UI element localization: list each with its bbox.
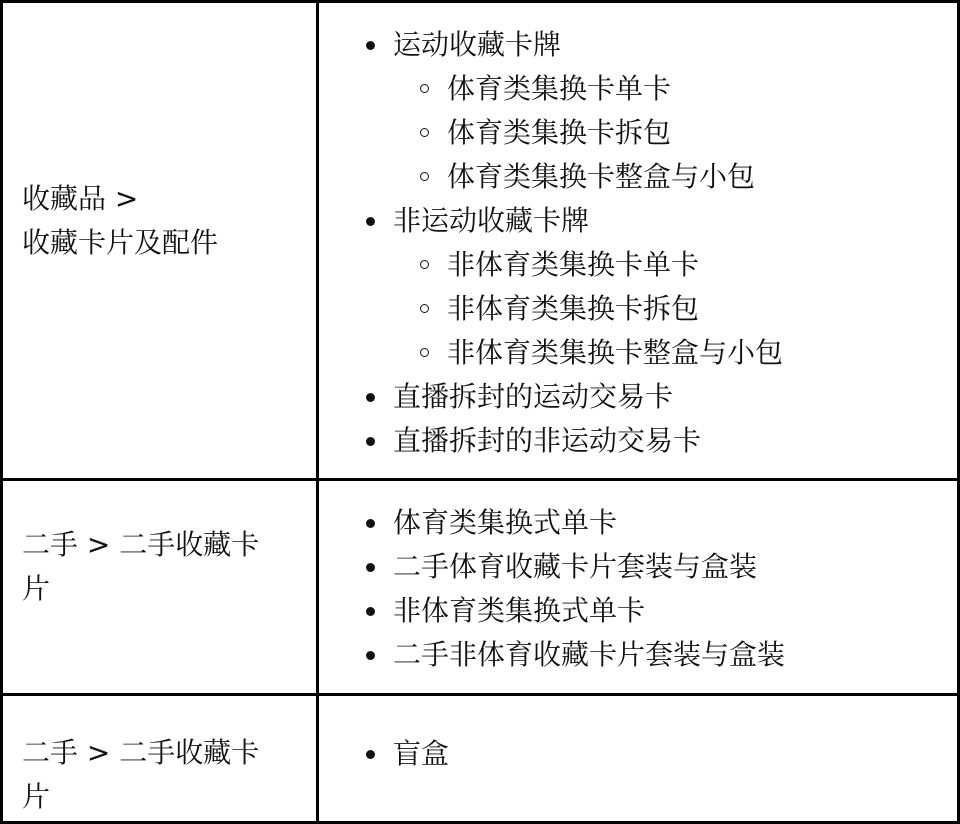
- item-label: 运动收藏卡牌: [393, 28, 562, 61]
- hollow-bullet-icon: [420, 84, 429, 93]
- list-item: [363, 199, 957, 243]
- list-item: [363, 633, 957, 677]
- list-item: [363, 375, 957, 419]
- category-path: [22, 731, 306, 819]
- bullet-icon: [366, 217, 375, 226]
- category-cell: [3, 696, 319, 821]
- bullet-icon: [366, 563, 375, 572]
- category-path: [22, 177, 306, 265]
- sub-list-item: [417, 111, 957, 155]
- sub-list-item: [417, 331, 957, 375]
- bullet-icon: [366, 41, 375, 50]
- item-label: 直播拆封的运动交易卡: [393, 380, 674, 413]
- category-cell: [3, 481, 319, 696]
- hollow-bullet-icon: [420, 304, 429, 313]
- bullet-icon: [366, 651, 375, 660]
- sub-list-item: [417, 287, 957, 331]
- item-label: 二手体育收藏卡片套装与盒装: [393, 550, 758, 583]
- list-item: [363, 545, 957, 589]
- item-list: [363, 501, 957, 677]
- bullet-icon: [366, 607, 375, 616]
- category-line: 片: [22, 572, 51, 605]
- bullet-icon: [366, 393, 375, 402]
- item-label: 体育类集换式单卡: [393, 506, 618, 539]
- sub-list-container: [363, 243, 957, 375]
- items-cell: [319, 481, 957, 696]
- item-list: [363, 732, 957, 776]
- sub-list: [417, 67, 957, 199]
- hollow-bullet-icon: [420, 128, 429, 137]
- item-list: [363, 23, 957, 463]
- sub-list-item: [417, 155, 957, 199]
- item-label: 非运动收藏卡牌: [393, 204, 590, 237]
- category-line: 二手 > 二手收藏卡: [22, 736, 260, 769]
- sub-item-label: 体育类集换卡拆包: [447, 116, 672, 149]
- sub-item-label: 非体育类集换卡拆包: [447, 292, 700, 325]
- item-label: 直播拆封的非运动交易卡: [393, 424, 702, 457]
- sub-item-label: 非体育类集换卡整盒与小包: [447, 336, 784, 369]
- list-item: [363, 23, 957, 67]
- category-line: 二手 > 二手收藏卡: [22, 528, 260, 561]
- sub-item-label: 非体育类集换卡单卡: [447, 248, 700, 281]
- sub-item-label: 体育类集换卡单卡: [447, 72, 672, 105]
- items-cell: [319, 3, 957, 481]
- list-item: [363, 732, 957, 776]
- sub-list: [417, 243, 957, 375]
- sub-list-container: [363, 67, 957, 199]
- bullet-icon: [366, 750, 375, 759]
- category-line: 收藏品 >: [22, 182, 139, 215]
- items-cell: [319, 696, 957, 821]
- sub-item-label: 体育类集换卡整盒与小包: [447, 160, 756, 193]
- table-row: [0, 693, 960, 824]
- sub-list-item: [417, 243, 957, 287]
- list-item: [363, 419, 957, 463]
- hollow-bullet-icon: [420, 348, 429, 357]
- bullet-icon: [366, 519, 375, 528]
- table-row: [0, 478, 960, 696]
- list-item: [363, 501, 957, 545]
- hollow-bullet-icon: [420, 172, 429, 181]
- item-label: 盲盒: [393, 737, 450, 770]
- category-path: [22, 523, 306, 611]
- list-item: [363, 589, 957, 633]
- category-cell: [3, 3, 319, 481]
- category-line: 片: [22, 780, 51, 813]
- category-line: 收藏卡片及配件: [22, 226, 219, 259]
- hollow-bullet-icon: [420, 260, 429, 269]
- sub-list-item: [417, 67, 957, 111]
- item-label: 非体育类集换式单卡: [393, 594, 646, 627]
- bullet-icon: [366, 437, 375, 446]
- item-label: 二手非体育收藏卡片套装与盒装: [393, 638, 786, 671]
